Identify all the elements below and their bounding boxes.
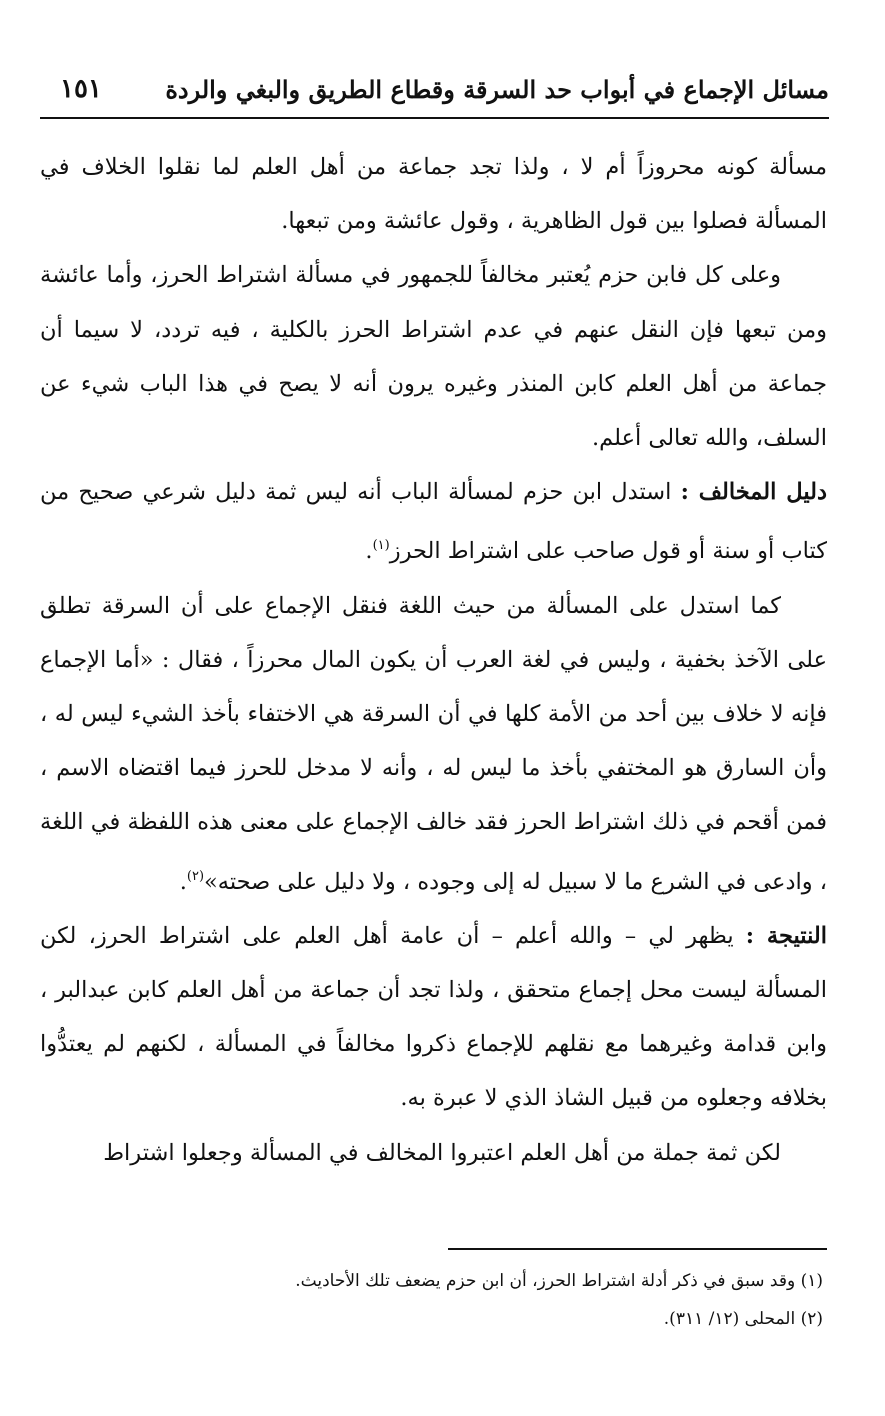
paragraph-5-heading: النتيجة :: [745, 922, 827, 949]
footnote-ref-1: (١): [372, 538, 390, 554]
header-divider: [40, 117, 829, 119]
paragraph-4-text: كما استدل على المسألة من حيث اللغة فنقل الإجماع على أن السرقة تطلق على الآخذ بخفية ، وليس في لغة العرب أن يكون المال محرزاً ، فقال : «أما الإجماع فإنه لا خلاف بين أحد من الأمة كلها في أن السرقة هي الاختفاء بأخذ الشيء ليس له ، وأن السارق هو المختفي بأخذ ما ليس له ، وأنه لا مدخل للحرز فيما اقتضاه الاسم ، فمن أقحم في ذلك اشتراط الحرز فقد خالف الإجماع على معنى هذه اللفظة في اللغة ، وادعى في الشرع ما لا سبيل له إلى وجوده ، ولا دليل على صحته»: [40, 592, 827, 895]
paragraph-3-heading: دليل المخالف :: [680, 479, 827, 506]
paragraph-6: لكن ثمة جملة من أهل العلم اعتبروا المخالف في المسألة وجعلوا اشتراط: [103, 1139, 781, 1166]
running-title: مسائل الإجماع في أبواب حد السرقة وقطاع الطريق والبغي والردة: [165, 74, 829, 104]
paragraph-5-text: يظهر لي – والله أعلم – أن عامة أهل العلم على اشتراط الحرز، لكن المسألة ليست محل إجماع متحقق ، ولذا تجد أن جماعة من أهل العلم كابن عبدالبر ، وابن قدامة وغيرهما مع نقلهم للإجماع ذكروا مخالفاً في المسألة ، لكنهم لم يعتدُّوا بخلافه وجعلوه من قبيل الشاذ الذي لا عبرة به.: [40, 922, 827, 1112]
body-text: [40, 140, 827, 1180]
page-number: ١٥١: [60, 74, 102, 104]
footnote-1: (١) وقد سبق في ذكر أدلة اشتراط الحرز، أن ابن حزم يضعف تلك الأحاديث.: [295, 1271, 823, 1291]
footnote-divider: [448, 1248, 827, 1250]
paragraph-1: مسألة كونه محروزاً أم لا ، ولذا تجد جماعة من أهل العلم لما نقلوا الخلاف في المسألة فصلوا بين قول الظاهرية ، وقول عائشة ومن تبعها.: [40, 154, 827, 235]
footnotes: [40, 1262, 823, 1338]
paragraph-2: وعلى كل فابن حزم يُعتبر مخالفاً للجمهور في مسألة اشتراط الحرز، وأما عائشة ومن تبعها فإن النقل عنهم في عدم اشتراط الحرز بالكلية ، فيه تردد، لا سيما أن جماعة من أهل العلم كابن المنذر وغيره يرون أنه لا يصح في هذا الباب شيء عن السلف، والله تعالى أعلم.: [40, 262, 827, 452]
paragraph-3-end: .: [365, 538, 373, 565]
footnote-2: (٢) المحلى (١٢/ ٣١١).: [663, 1309, 823, 1329]
paragraph-3: [40, 465, 827, 578]
footnote-ref-2: (٢): [186, 868, 205, 884]
paragraph-3-text: استدل ابن حزم لمسألة الباب أنه ليس ثمة دليل شرعي صحيح من كتاب أو سنة أو قول صاحب على اشتراط الحرز: [40, 479, 827, 565]
paragraph-4: [40, 579, 827, 909]
paragraph-4-end: .: [179, 868, 187, 895]
page-header: [40, 62, 829, 116]
paragraph-5: [40, 909, 827, 1126]
